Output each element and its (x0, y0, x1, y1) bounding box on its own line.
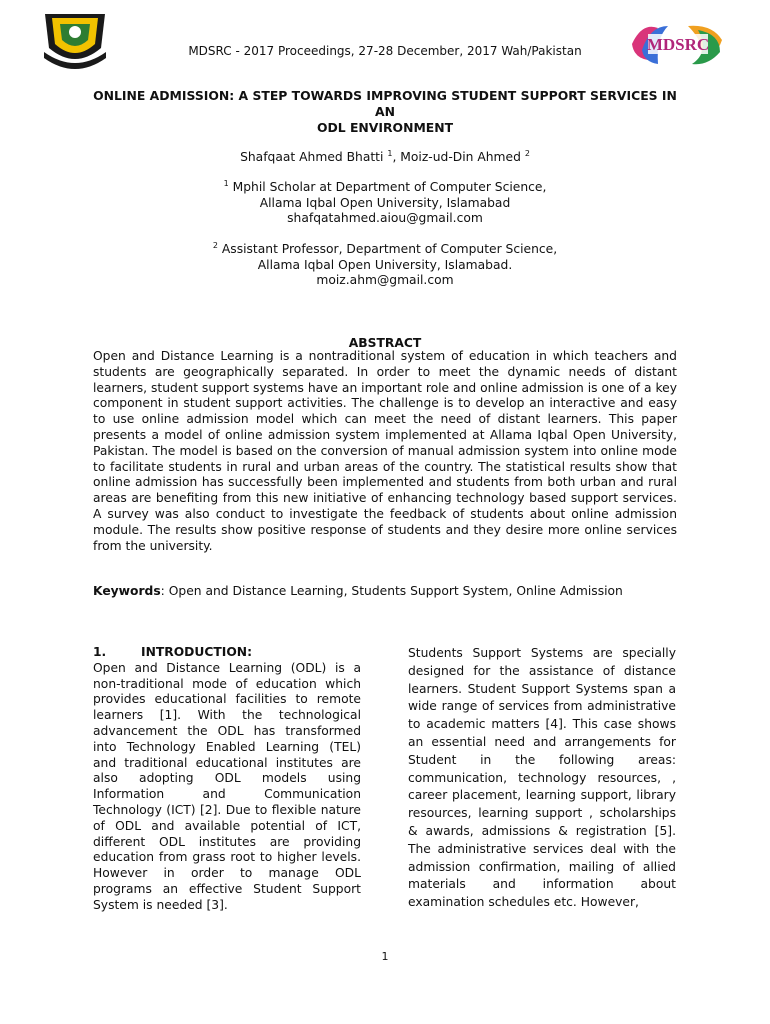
abstract-heading: ABSTRACT (348, 336, 422, 350)
section-title: INTRODUCTION: (141, 645, 253, 659)
affiliation-1-line-2: Allama Iqbal Open University, Islamabad (259, 195, 511, 210)
keywords-label: Keywords (93, 584, 161, 598)
intro-right-text: Students Support Systems are specially designed for the assistance of distance learners. Student Support Systems span a wide range of services from administrative to academic matters [4]. This case shows an essential need and arrangements for Student in the following areas: communication, technology resources, , career placement, learning support, library resources, learning support , scholarships & awards, admissions & registration [5]. The administrative services deal with the admission confirmation, mailing of allied materials and information about examination schedules etc. However, (408, 646, 676, 910)
keywords-text: : Open and Distance Learning, Students Support System, Online Admission (160, 584, 623, 598)
affiliation-1-line-1: Mphil Scholar at Department of Computer Science, (228, 180, 547, 194)
paper-title (90, 88, 680, 136)
running-head: MDSRC - 2017 Proceedings, 27-28 December, 2017 Wah/Pakistan (188, 44, 582, 58)
section-number: 1. (93, 645, 107, 659)
abstract-body: Open and Distance Learning is a nontraditional system of education in which teachers and students are geographically separated. In order to meet the dynamic needs of distant learners, student support systems have an important role and online admission is one of a key component in student support activities. The challenge is to develop an interactive and easy to use online admission model which can meet the need of distant learners. This paper presents a model of online admission system implemented at Allama Iqbal Open University, Pakistan. The model is based on the conversion of manual admission system into online mode to facilitate students in rural and urban areas of the country. The statistical results show that online admission has successfully been implemented and students from both urban and rural areas are benefiting from this new initiative of enhancing technology based support services. A survey was also conduct to investigate the feedback of students about online admission module. The results show positive response of students and they desire more online services from the university. (93, 349, 677, 553)
author-1: Shafqaat Ahmed Bhatti (240, 150, 384, 164)
author-line (0, 150, 770, 164)
author-1-sup: 1 (387, 149, 393, 158)
intro-left-column (93, 645, 361, 914)
title-line-2: ODL ENVIRONMENT (316, 120, 454, 135)
affiliation-1-sup: 1 (223, 179, 229, 188)
author-separator: , (392, 150, 401, 164)
intro-right-column (408, 645, 676, 912)
title-line-1: ONLINE ADMISSION: A STEP TOWARDS IMPROVING STUDENT SUPPORT SERVICES IN AN (93, 88, 677, 119)
university-crest-logo (40, 8, 110, 72)
mdsrc-logo-text: MDSRC (646, 35, 710, 54)
section-heading (93, 645, 361, 661)
author-2: Moiz-ud-Din Ahmed (400, 150, 521, 164)
affiliation-2-sup: 2 (212, 241, 218, 250)
affiliation-1 (0, 180, 770, 227)
affiliation-2 (0, 242, 770, 289)
affiliation-2-line-1: Assistant Professor, Department of Computer Science, (217, 242, 558, 256)
keywords-line (93, 584, 677, 598)
intro-left-text: Open and Distance Learning (ODL) is a non-traditional mode of education which provides educational facilities to remote learners [1]. With the technological advancement the ODL has transformed into Technology Enabled Learning (TEL) and traditional educational institutes are also adopting ODL models using Information and Communication Technology (ICT) [2]. Due to flexible nature of ODL and available potential of ICT, different ODL institutes are providing education from grass root to higher levels. However in order to manage ODL programs an effective Student Support System is needed [3]. (93, 660, 361, 912)
page-number: 1 (381, 950, 389, 963)
affiliation-1-email: shafqatahmed.aiou@gmail.com (287, 211, 483, 225)
affiliation-2-line-2: Allama Iqbal Open University, Islamabad. (257, 257, 513, 272)
author-2-sup: 2 (524, 149, 530, 158)
affiliation-2-email: moiz.ahm@gmail.com (316, 273, 454, 287)
